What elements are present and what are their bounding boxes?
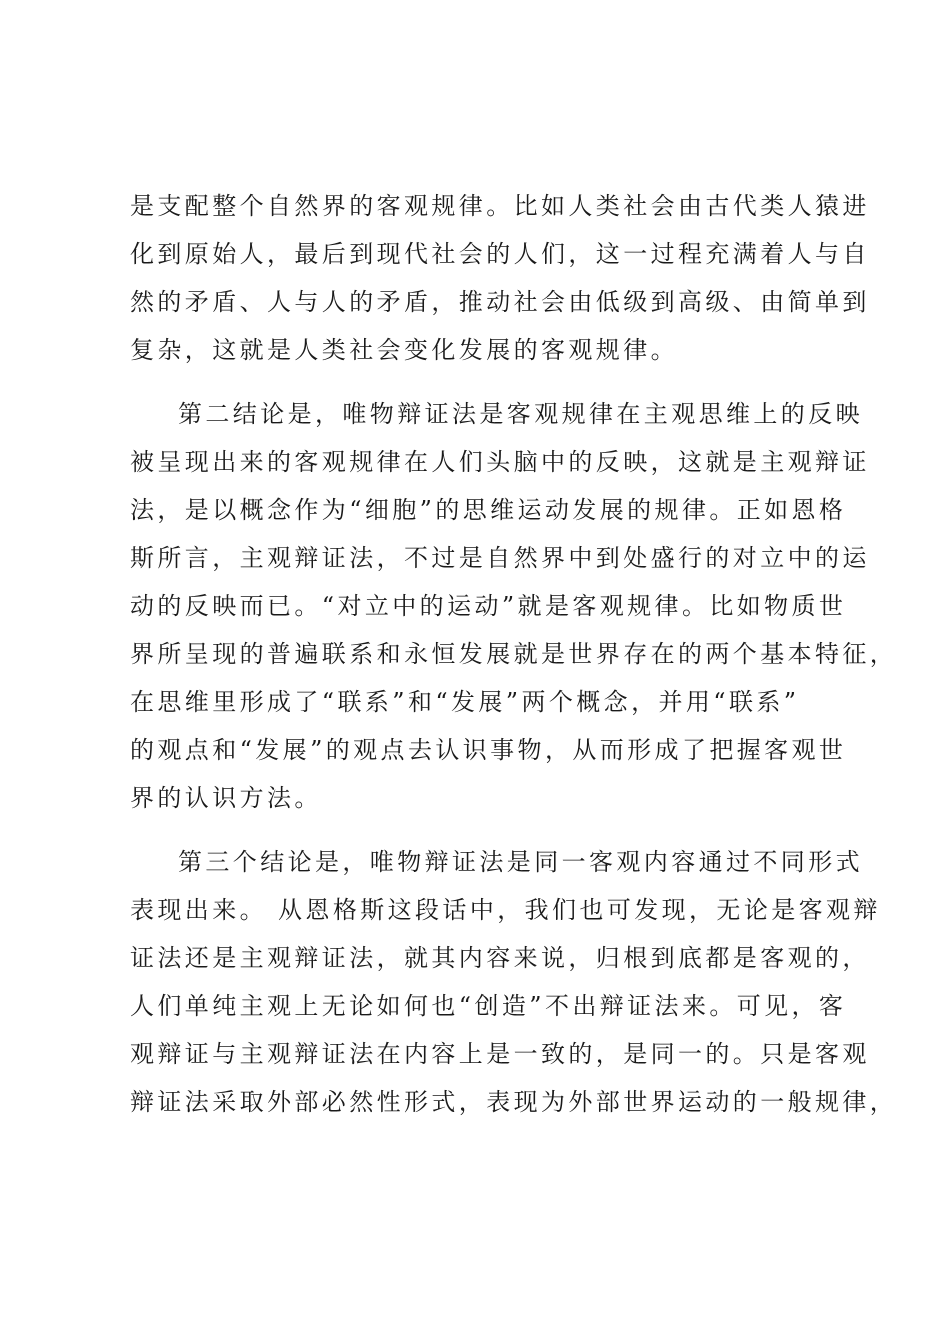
paragraph-3 bbox=[130, 838, 898, 1126]
paragraph-2 bbox=[130, 390, 898, 822]
text-line: 动的反映而已。“对立中的运动”就是客观规律。比如物质世 bbox=[130, 592, 847, 620]
text-line: 第三个结论是，唯物辩证法是同一客观内容通过不同形式 bbox=[178, 848, 863, 876]
text-line: 表现出来。 从恩格斯这段话中，我们也可发现，无论是客观辩 bbox=[130, 896, 881, 924]
paragraph-1 bbox=[130, 182, 870, 374]
text-line: 第二结论是，唯物辩证法是客观规律在主观思维上的反映 bbox=[178, 400, 863, 428]
text-line: 被呈现出来的客观规律在人们头脑中的反映，这就是主观辩证 bbox=[130, 448, 870, 476]
text-line: 是支配整个自然界的客观规律。比如人类社会由古代类人猿进 bbox=[130, 192, 870, 220]
text-line: 界的认识方法。 bbox=[130, 784, 322, 812]
text-line: 斯所言，主观辩证法，不过是自然界中到处盛行的对立中的运 bbox=[130, 544, 870, 572]
text-line: 人们单纯主观上无论如何也“创造”不出辩证法来。可见，客 bbox=[130, 992, 847, 1020]
paragraph-spacer bbox=[130, 822, 835, 838]
paragraph-spacer bbox=[130, 374, 835, 390]
document-body bbox=[130, 182, 898, 1126]
text-line: 在思维里形成了“联系”和“发展”两个概念，并用“联系” bbox=[130, 688, 800, 716]
text-line: 复杂，这就是人类社会变化发展的客观规律。 bbox=[130, 336, 678, 364]
text-line: 界所呈现的普遍联系和永恒发展就是世界存在的两个基本特征， bbox=[130, 640, 898, 668]
text-line: 化到原始人，最后到现代社会的人们，这一过程充满着人与自 bbox=[130, 240, 870, 268]
text-line: 证法还是主观辩证法，就其内容来说，归根到底都是客观的， bbox=[130, 944, 870, 972]
text-line: 观辩证与主观辩证法在内容上是一致的，是同一的。只是客观 bbox=[130, 1040, 870, 1068]
text-line: 辩证法采取外部必然性形式，表现为外部世界运动的一般规律， bbox=[130, 1088, 898, 1116]
text-line: 的观点和“发展”的观点去认识事物，从而形成了把握客观世 bbox=[130, 736, 847, 764]
text-line: 然的矛盾、人与人的矛盾，推动社会由低级到高级、由简单到 bbox=[130, 288, 870, 316]
text-line: 法，是以概念作为“细胞”的思维运动发展的规律。正如恩格 bbox=[130, 496, 847, 524]
